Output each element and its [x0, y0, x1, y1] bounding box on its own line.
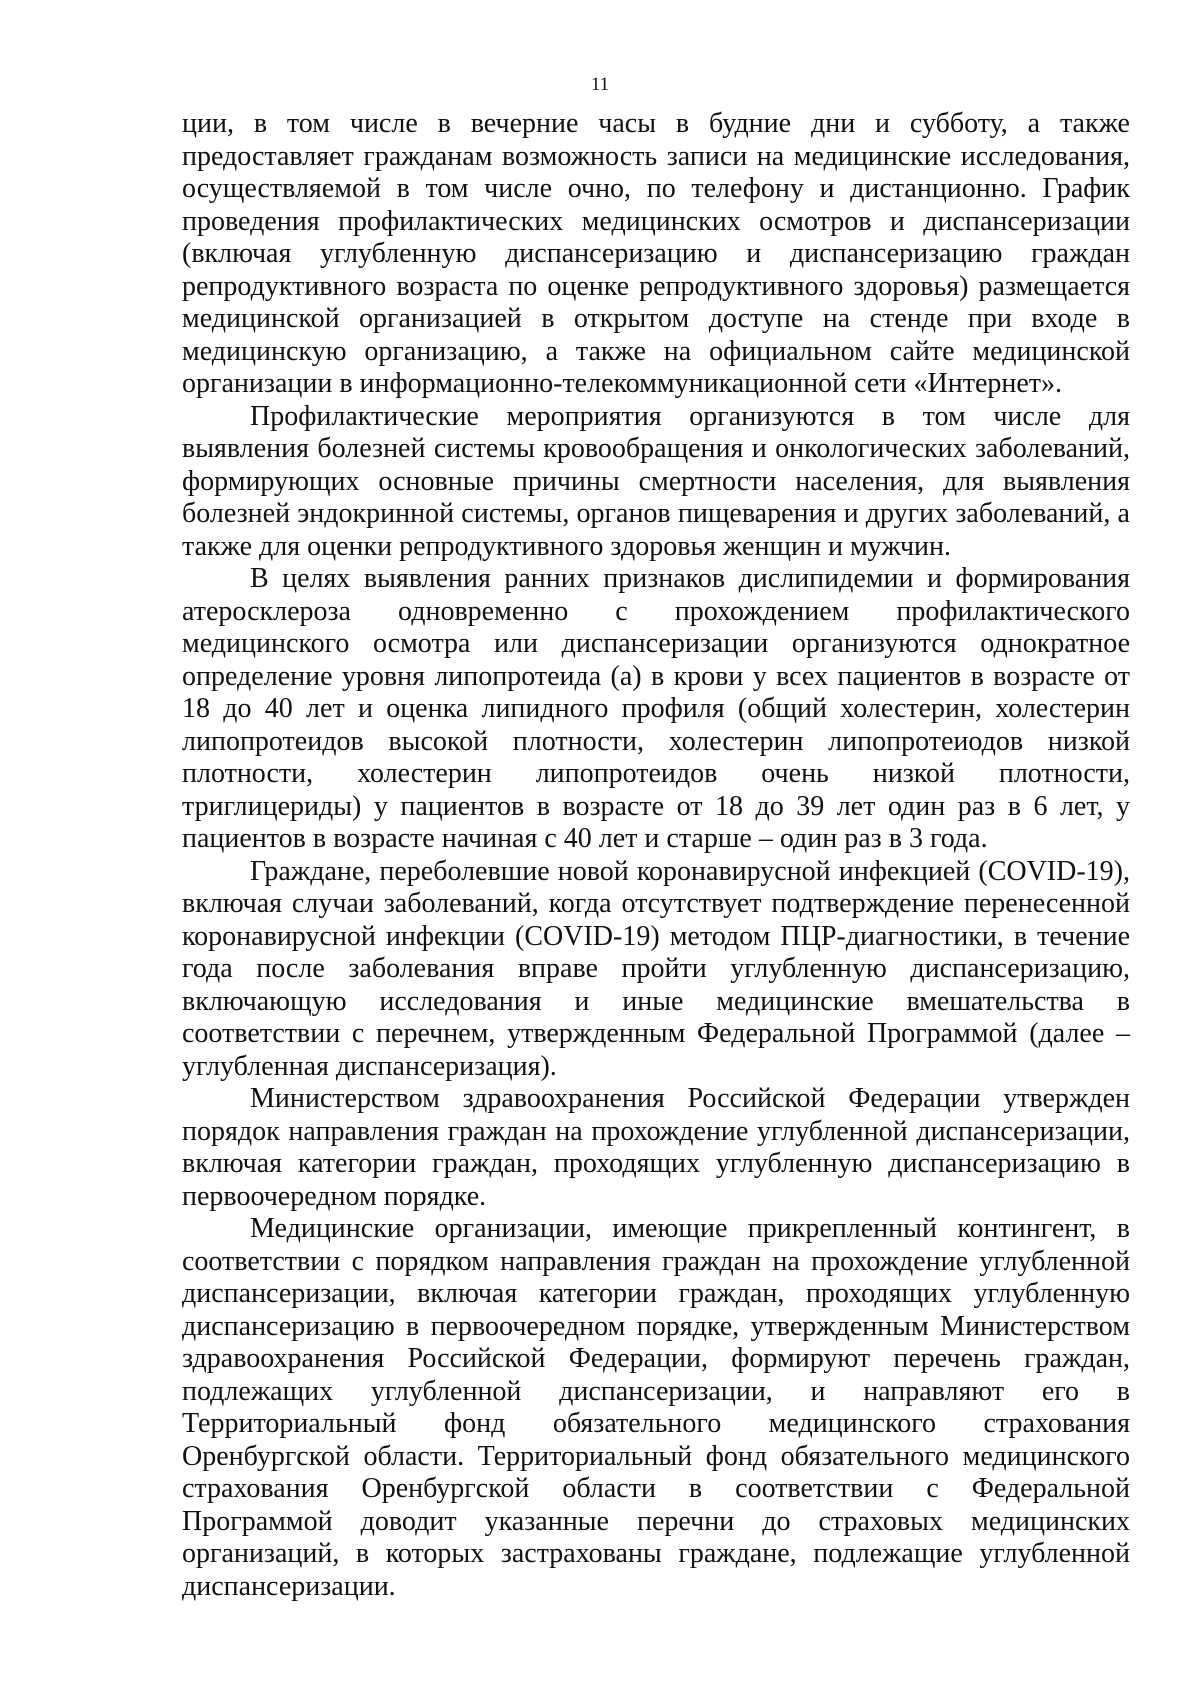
paragraph-ministry-procedure: Министерством здравоохранения Российской Федерации утвержден порядок направления граждан на прохождение углубленной диспансеризации, включая категории граждан, проходящих углубленную диспансеризацию в первоочередном порядке.: [182, 1083, 1130, 1212]
paragraph-medical-organizations: Медицинские организации, имеющие прикрепленный контингент, в соответствии с порядком направления граждан на прохождение углубленной диспансеризации, включая категории граждан, проходящих углубленную диспансеризацию в первоочередном порядке, утвержденным Министерством здравоохранения Российской Федерации, формируют перечень граждан, подлежащих углубленной диспансеризации, и направляют его в Территориальный фонд обязательного медицинского страхования Оренбургской области. Территориальный фонд обязательного медицинского страхования Оренбургской области в соответствии с Федеральной Программой доводит указанные перечни до страховых медицинских организаций, в которых застрахованы граждане, подлежащие углубленной диспансеризации.: [182, 1213, 1130, 1602]
page-number: 11: [590, 74, 610, 95]
paragraph-preventive-measures: Профилактические мероприятия организуются в том числе для выявления болезней системы кровообращения и онкологических заболеваний, формирующих основные причины смертности населения, для выявления болезней эндокринной системы, органов пищеварения и других заболеваний, а также для оценки репродуктивного здоровья женщин и мужчин.: [182, 400, 1130, 562]
paragraph-dyslipidemia: В целях выявления ранних признаков дислипидемии и формирования атеросклероза одновременно с прохождением профилактического медицинского осмотра или диспансеризации организуются однократное определение уровня липопротеида (а) в крови у всех пациентов в возрасте от 18 до 40 лет и оценка липидного профиля (общий холестерин, холестерин липопротеидов высокой плотности, холестерин липопротеиодов низкой плотности, холестерин липопротеидов очень низкой плотности, триглицериды) у пациентов в возрасте от 18 до 39 лет один раз в 6 лет, у пациентов в возрасте начиная с 40 лет и старше – один раз в 3 года.: [182, 563, 1130, 854]
paragraph-continuation: ции, в том числе в вечерние часы в будние дни и субботу, а также предоставляет гражданам возможность записи на медицинские исследования, осуществляемой в том числе очно, по телефону и дистанционно. График проведения профилактических медицинских осмотров и диспансеризации (включая углубленную диспансеризацию и диспансеризацию граждан репродуктивного возраста по оценке репродуктивного здоровья) размещается медицинской организацией в открытом доступе на стенде при входе в медицинскую организацию, а также на официальном сайте медицинской организации в информационно-телекоммуникационной сети «Интернет».: [182, 108, 1130, 399]
document-body: [182, 108, 1130, 1603]
paragraph-covid-citizens: Граждане, переболевшие новой коронавирусной инфекцией (COVID-19), включая случаи заболеваний, когда отсутствует подтверждение перенесенной коронавирусной инфекции (COVID-19) методом ПЦР-диагностики, в течение года после заболевания вправе пройти углубленную диспансеризацию, включающую исследования и иные медицинские вмешательства в соответствии с перечнем, утвержденным Федеральной Программой (далее – углубленная диспансеризация).: [182, 855, 1130, 1082]
